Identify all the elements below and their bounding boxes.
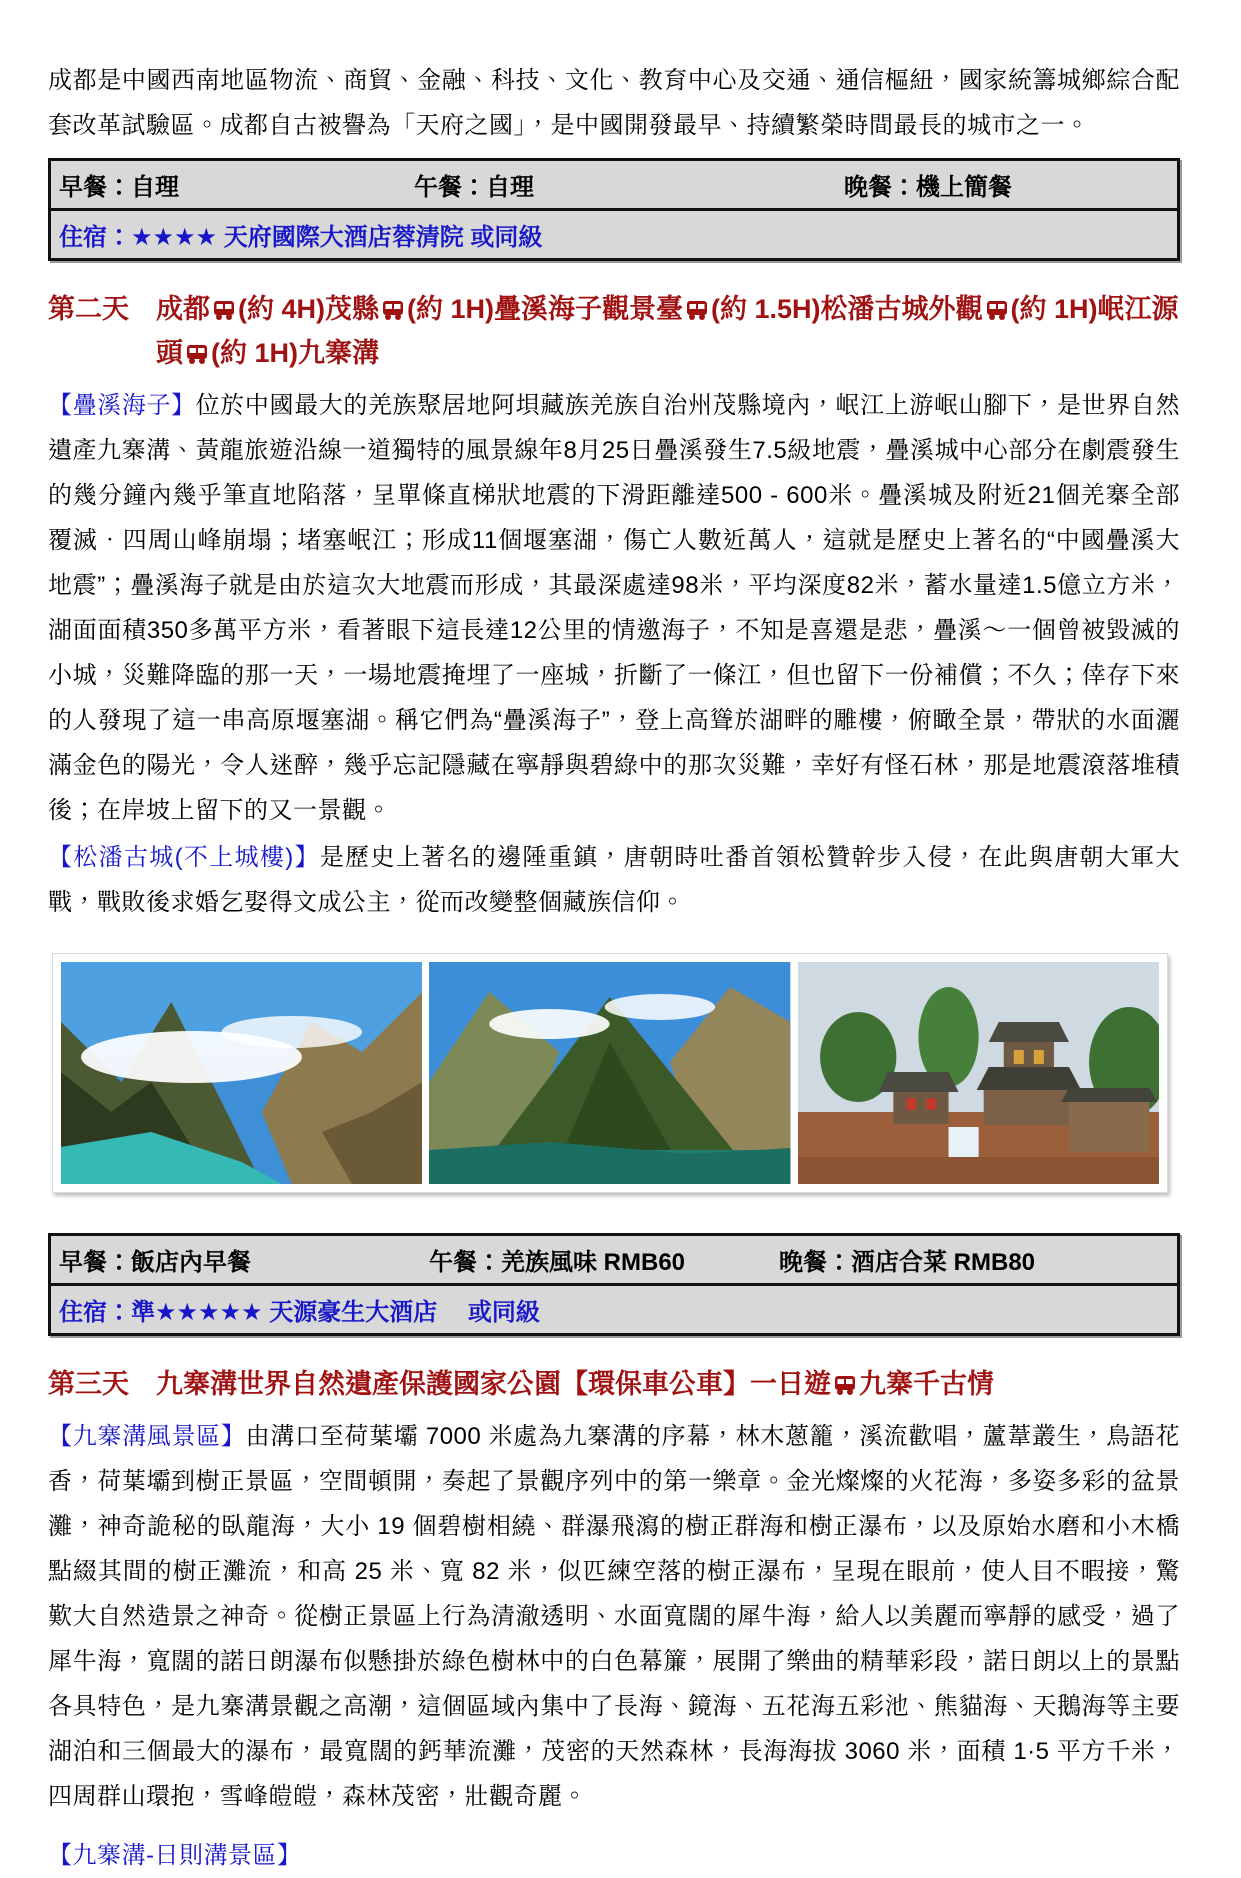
chengdu-intro-paragraph: 成都是中國西南地區物流、商貿、金融、科技、文化、教育中心及交通、通信樞紐，國家統籌城鄉綜合配套改革試驗區。成都自古被譽為「天府之國」，是中國開發最早、持續繁榮時間最長的城市之一。 xyxy=(48,67,1180,139)
songpan-text: 是歷史上著名的邊陲重鎮，唐朝時吐番首領松贊幹步入侵，在此與唐朝大軍大戰，戰敗後求婚乞娶得文成公主，從而改變整個藏族信仰。 xyxy=(48,844,1181,916)
photo-strip xyxy=(52,953,1168,1193)
bus-icon xyxy=(985,290,1009,312)
lunch-cell: 午餐：羌族風味 RMB60 xyxy=(429,1249,686,1276)
mountain-gorge-lake-photo xyxy=(61,962,422,1184)
day3-heading xyxy=(48,1362,1180,1406)
dinner-cell: 晚餐：酒店合菜 RMB80 xyxy=(779,1249,1036,1276)
breakfast-cell: 早餐：自理 xyxy=(59,174,179,201)
songpan-lead: 【松潘古城(不上城樓)】 xyxy=(48,844,320,871)
bus-icon xyxy=(185,334,209,356)
day2-label: 第二天 xyxy=(48,294,129,324)
day3-title xyxy=(156,1362,1180,1406)
jiuzhaigou-lead: 【九寨溝風景區】 xyxy=(48,1423,246,1450)
rizegou-paragraph xyxy=(48,1833,1180,1878)
bus-icon xyxy=(685,290,709,312)
day3-label: 第三天 xyxy=(48,1369,129,1399)
meal-row xyxy=(51,161,1177,211)
rizegou-lead: 【九寨溝-日則溝景區】 xyxy=(48,1842,302,1869)
lodging-row xyxy=(51,1286,1177,1333)
dayxi-haizi-paragraph xyxy=(48,383,1180,833)
bus-icon xyxy=(381,290,405,312)
route-stop: (約 1H)岷江源頭 xyxy=(156,294,1179,368)
jiuzhaigou-text: 由溝口至荷葉壩 7000 米處為九寨溝的序幕，林木蔥籠，溪流歡唱，蘆葦叢生，鳥語花香，荷葉壩到樹正景區，空間頓開，奏起了景觀序列中的第一樂章。金光燦燦的火花海，多姿多彩的盆景灘，神奇詭秘的臥龍海，大小 19 個碧樹相繞、群瀑飛瀉的樹正群海和樹正瀑布，以及原始水磨和小木橋點綴其間的樹正灘流，和高 25 米、寬 82 米，似匹練空落的樹正瀑布，呈現在眼前，使人目不暇接，驚歎大自然造景之神奇。從樹正景區上行為清澈透明、水面寬闊的犀牛海，給人以美麗而寧靜的感受，過了犀牛海，寬闊的諾日朗瀑布似懸掛於綠色樹林中的白色幕簾，展開了樂曲的精華彩段，諾日朗以上的景點各具特色，是九寨溝景觀之高潮，這個區域內集中了長海、鏡海、五花海五彩池、熊貓海、天鵝海等主要湖泊和三個最大的瀑布，最寬闊的鈣華流灘，茂密的天然森林，長海海拔 3060 米，面積 1·5 平方千米，四周群山環抱，雪峰皚皚，森林茂密，壯觀奇麗。 xyxy=(48,1423,1180,1810)
diexi-haizi-text: 位於中國最大的羌族聚居地阿垻藏族羌族自治州茂縣境內，岷江上游岷山腳下，是世界自然遺產九寨溝、黃龍旅遊沿線一道獨特的風景線年8月25日疊溪發生7.5級地震，疊溪城中心部分在劇震發生的幾分鐘內幾乎筆直地陷落，呈單條直梯狀地震的下滑距離達500 - 600米。疊溪城及附近21個羌寨全部覆滅．四周山峰崩塌；堵塞岷江；形成11個堰塞湖，傷亡人數近萬人，這就是歷史上著名的“中國疊溪大地震”；疊溪海子就是由於這次大地震而形成，其最深處達98米，平均深度82米，蓄水量達1.5億立方米，湖面面積350多萬平方米，看著眼下這長達12公里的情邀海子，不知是喜還是悲，疊溪～一個曾被毀滅的小城，災難降臨的那一天，一場地震掩埋了一座城，折斷了一條江，但也留下一份補償；不久；倖存下來的人發現了這一串高原堰塞湖。稱它們為“疊溪海子”，登上高聳於湖畔的雕樓，俯瞰全景，帶狀的水面灑滿金色的陽光，令人迷醉，幾乎忘記隱藏在寧靜與碧綠中的那次災難，幸好有怪石林，那是地震滾落堆積後；在岸坡上留下的又一景觀。 xyxy=(48,392,1181,824)
route-stop: (約 4H)茂縣 xyxy=(238,294,379,324)
lodging-row xyxy=(51,211,1177,258)
route-stop: 成都 xyxy=(156,294,210,324)
day2-route xyxy=(156,287,1180,375)
ancient-temple-town-photo xyxy=(798,962,1159,1184)
songpan-paragraph xyxy=(48,835,1180,925)
breakfast-cell: 早餐：飯店內早餐 xyxy=(59,1249,251,1276)
meal-table-day2 xyxy=(48,1233,1180,1336)
day3-title-text: 九寨溝世界自然遺產保護國家公園【環保車公車】一日遊 xyxy=(156,1369,831,1399)
lodging-cell: 住宿：★★★★ 天府國際大酒店蓉清院 或同級 xyxy=(59,224,543,251)
route-stop: (約 1H)九寨溝 xyxy=(211,338,379,368)
bus-icon xyxy=(212,290,236,312)
jiuzhaigou-paragraph xyxy=(48,1414,1180,1819)
itinerary-page xyxy=(48,40,1180,1878)
meal-table-day1 xyxy=(48,158,1180,261)
route-stop: (約 1H)疊溪海子觀景臺 xyxy=(407,294,683,324)
dinner-cell: 晚餐：機上簡餐 xyxy=(844,174,1012,201)
green-mountain-lake-photo xyxy=(429,962,790,1184)
bus-icon xyxy=(833,1365,857,1387)
meal-row xyxy=(51,1236,1177,1286)
diexi-haizi-lead: 【疊溪海子】 xyxy=(48,392,196,419)
lunch-cell: 午餐：自理 xyxy=(414,174,534,201)
day2-heading xyxy=(48,287,1180,375)
day3-title-show: 九寨千古情 xyxy=(859,1369,994,1399)
lodging-cell: 住宿：準★★★★★ 天源豪生大酒店 或同級 xyxy=(59,1299,540,1326)
route-stop: (約 1.5H)松潘古城外觀 xyxy=(711,294,983,324)
